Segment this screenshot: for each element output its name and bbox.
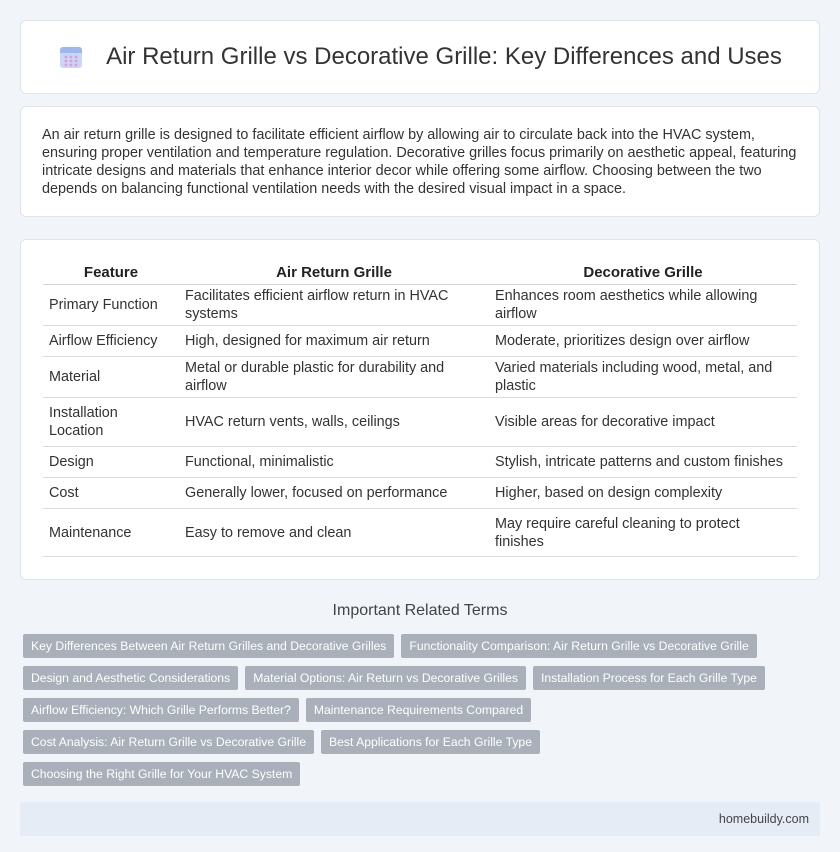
table-row	[43, 357, 797, 398]
row-decorative: Enhances room aesthetics while allowing airflow	[489, 285, 797, 326]
table-row	[43, 478, 797, 509]
row-feature: Material	[43, 357, 179, 398]
row-decorative: May require careful cleaning to protect finishes	[489, 509, 797, 557]
row-decorative: Moderate, prioritizes design over airflow	[489, 326, 797, 357]
row-decorative: Visible areas for decorative impact	[489, 398, 797, 447]
related-term-tag[interactable]: Installation Process for Each Grille Type	[533, 666, 765, 690]
row-decorative: Varied materials including wood, metal, and plastic	[489, 357, 797, 398]
comparison-table-card	[20, 239, 820, 580]
row-feature: Design	[43, 447, 179, 478]
related-terms-list	[23, 634, 818, 786]
header-decorative-grille: Decorative Grille	[489, 260, 797, 285]
related-term-tag[interactable]: Key Differences Between Air Return Grilles and Decorative Grilles	[23, 634, 394, 658]
row-feature: Airflow Efficiency	[43, 326, 179, 357]
page-title: Air Return Grille vs Decorative Grille: Key Differences and Uses	[106, 43, 782, 70]
header-air-return-grille: Air Return Grille	[179, 260, 489, 285]
header-feature: Feature	[43, 260, 179, 285]
related-term-tag[interactable]: Design and Aesthetic Considerations	[23, 666, 238, 690]
row-air-return: Functional, minimalistic	[179, 447, 489, 478]
table-row	[43, 509, 797, 557]
row-air-return: Easy to remove and clean	[179, 509, 489, 557]
related-term-tag[interactable]: Choosing the Right Grille for Your HVAC System	[23, 762, 300, 786]
table-row	[43, 398, 797, 447]
grid-calendar-icon	[58, 44, 84, 70]
row-air-return: Generally lower, focused on performance	[179, 478, 489, 509]
table-row	[43, 447, 797, 478]
row-decorative: Higher, based on design complexity	[489, 478, 797, 509]
intro-paragraph: An air return grille is designed to facilitate efficient airflow by allowing air to circulate back into the HVAC system, ensuring proper ventilation and temperature regulation. Decorative grilles focus primarily on aesthetic appeal, featuring intricate designs and materials that enhance interior decor while offering some airflow. Choosing between the two depends on balancing functional ventilation needs with the desired visual impact in a space.	[42, 127, 797, 197]
comparison-table	[43, 260, 797, 557]
header-card	[20, 20, 820, 94]
row-feature: Cost	[43, 478, 179, 509]
related-terms-title: Important Related Terms	[332, 602, 508, 619]
related-term-tag[interactable]: Material Options: Air Return vs Decorative Grilles	[245, 666, 526, 690]
related-term-tag[interactable]: Cost Analysis: Air Return Grille vs Decorative Grille	[23, 730, 314, 754]
related-term-tag[interactable]: Maintenance Requirements Compared	[306, 698, 531, 722]
table-header-row	[43, 260, 797, 285]
row-feature: Installation Location	[43, 398, 179, 447]
row-air-return: HVAC return vents, walls, ceilings	[179, 398, 489, 447]
footer-site-name: homebuildy.com	[718, 812, 809, 826]
related-term-tag[interactable]: Best Applications for Each Grille Type	[321, 730, 540, 754]
related-term-tag[interactable]: Functionality Comparison: Air Return Grille vs Decorative Grille	[401, 634, 756, 658]
row-feature: Maintenance	[43, 509, 179, 557]
row-air-return: Facilitates efficient airflow return in HVAC systems	[179, 285, 489, 326]
row-air-return: High, designed for maximum air return	[179, 326, 489, 357]
table-row	[43, 326, 797, 357]
row-feature: Primary Function	[43, 285, 179, 326]
footer	[20, 802, 820, 836]
table-row	[43, 285, 797, 326]
related-term-tag[interactable]: Airflow Efficiency: Which Grille Performs Better?	[23, 698, 299, 722]
row-air-return: Metal or durable plastic for durability and airflow	[179, 357, 489, 398]
row-decorative: Stylish, intricate patterns and custom finishes	[489, 447, 797, 478]
intro-card	[20, 106, 820, 217]
